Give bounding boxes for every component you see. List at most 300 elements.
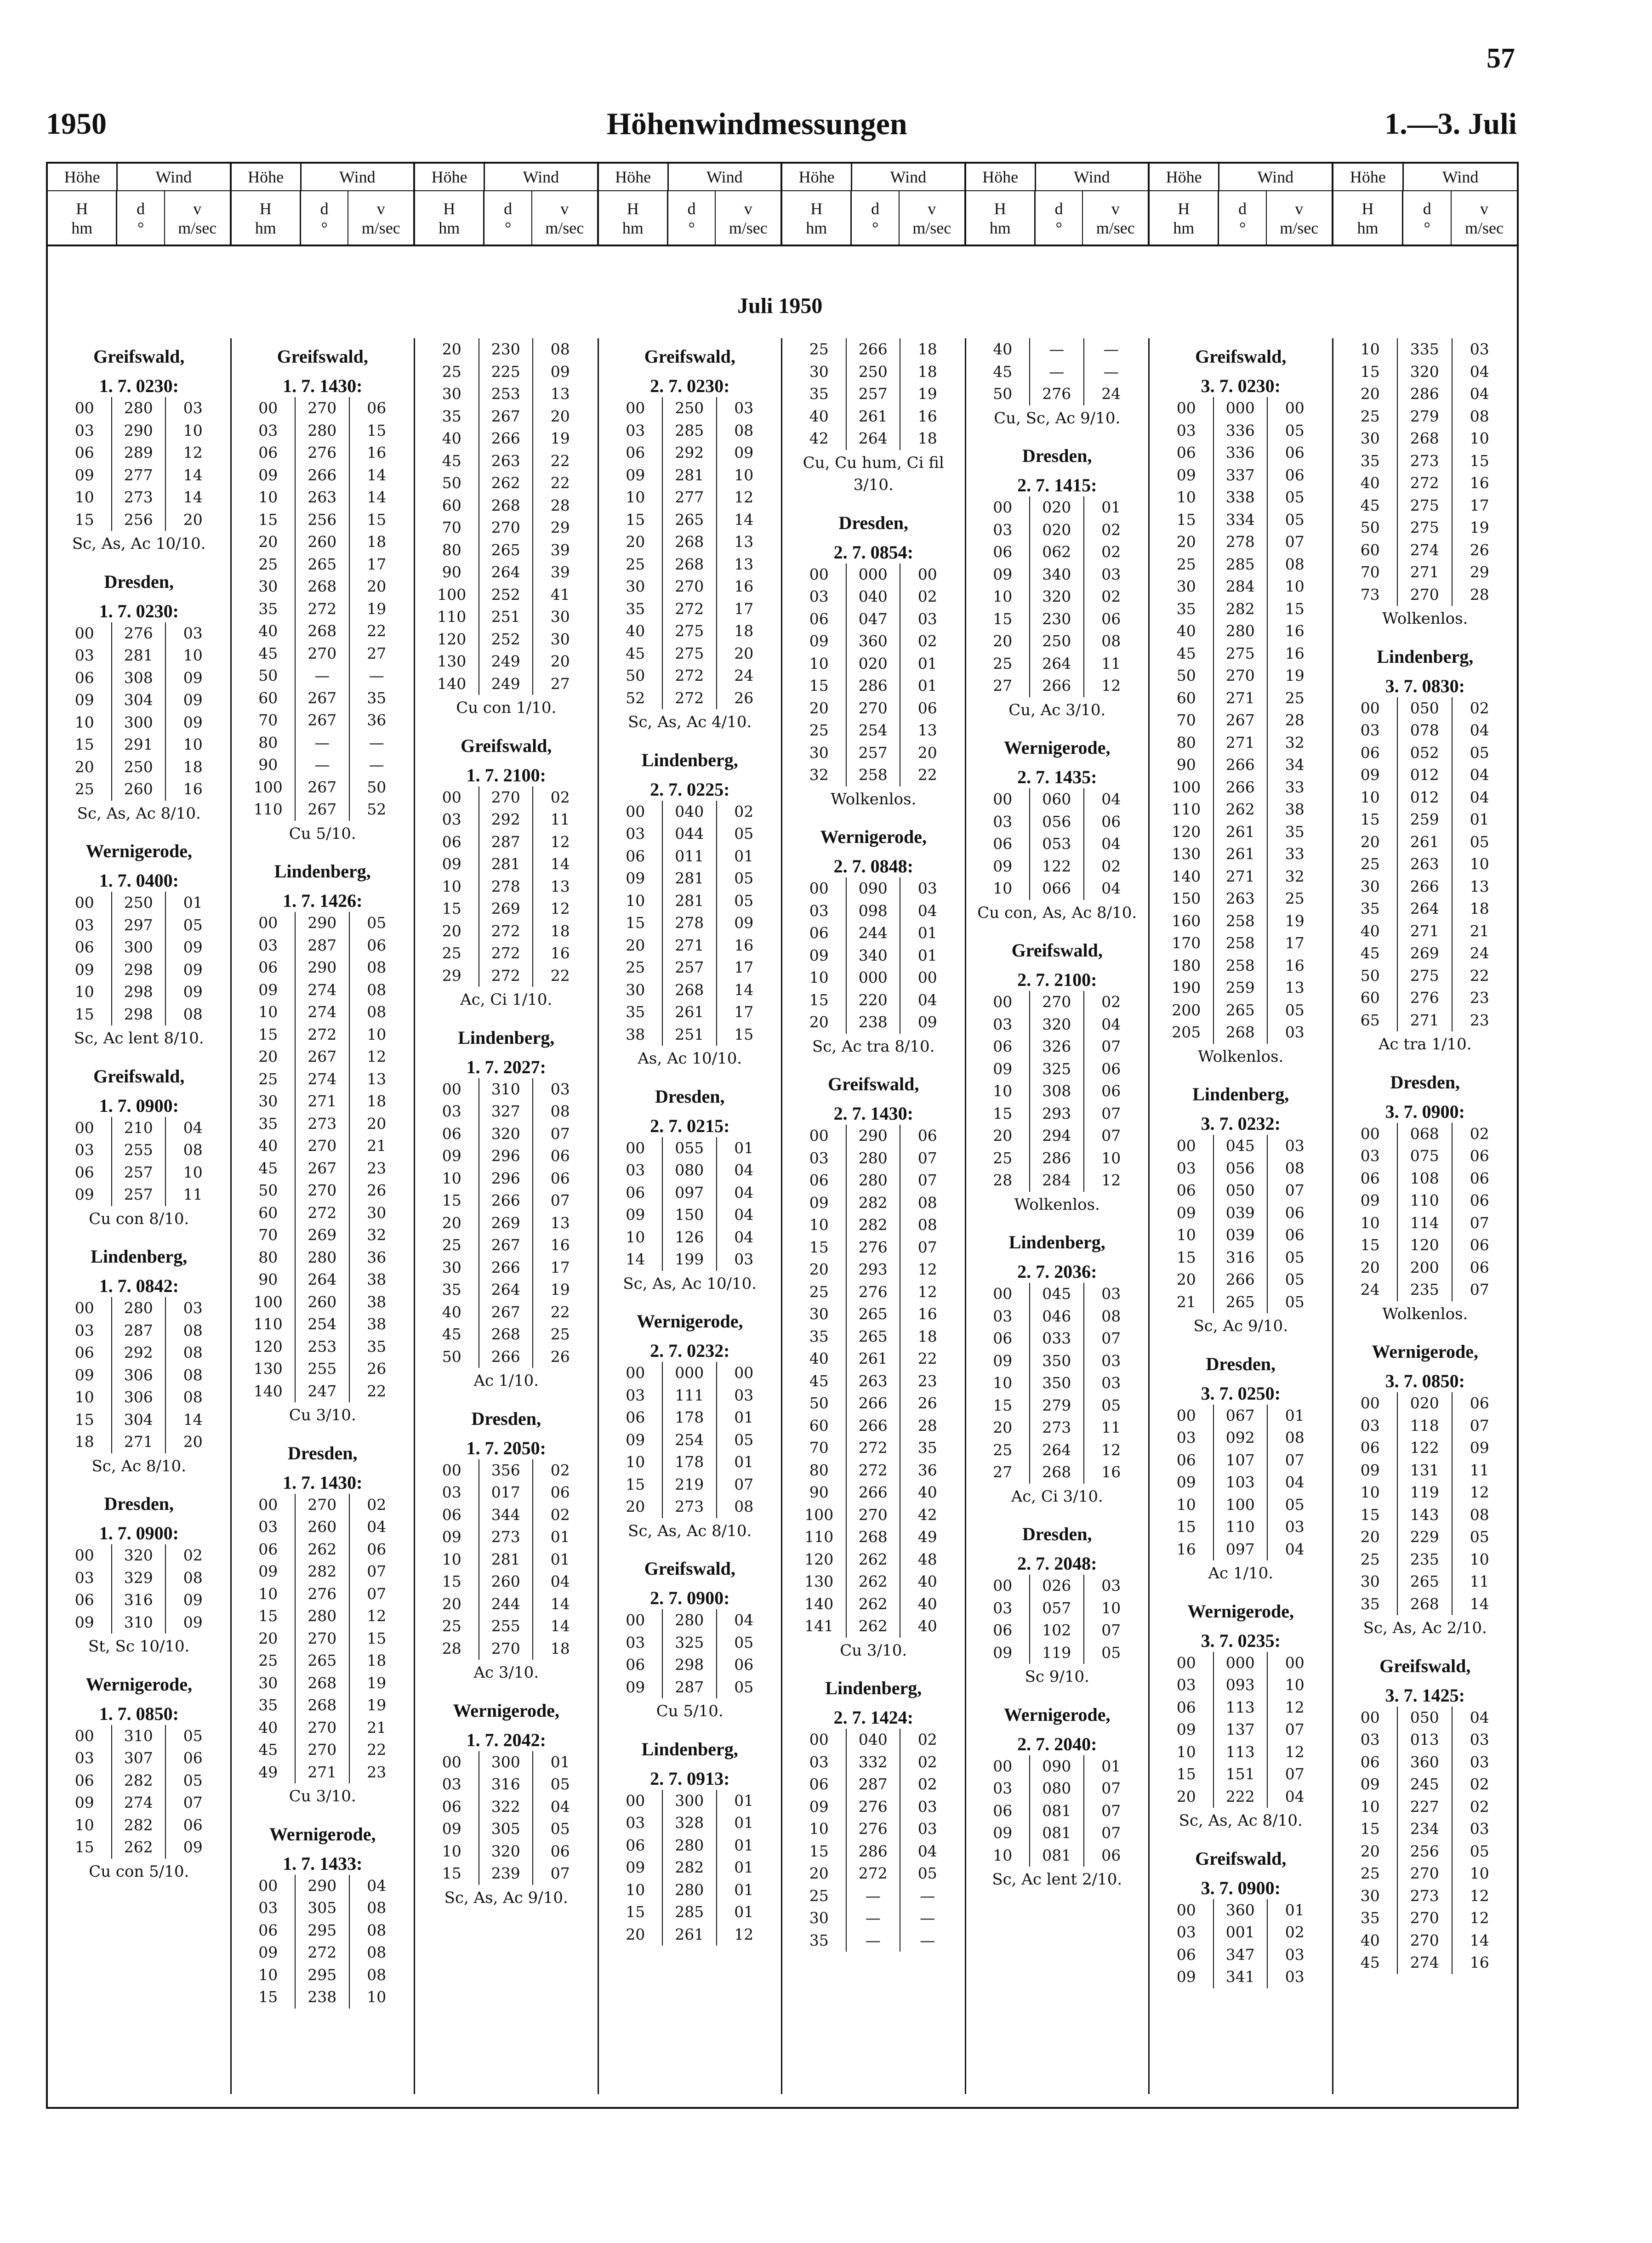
speed-cell: 03 [917,1797,937,1816]
station-time: 1. 7. 2027: [466,1056,546,1077]
table-row [609,1676,771,1699]
height-cell: 10 [792,967,847,989]
direction-cell: 287 [112,1320,166,1342]
height-cell: 29 [425,965,479,987]
height-cell: 20 [792,1258,847,1281]
speed-cell: 00 [917,565,937,583]
station-time: 3. 7. 0900: [1385,1101,1465,1122]
direction-cell: 287 [847,1773,901,1796]
table-row [425,1615,587,1638]
direction-cell: 045 [1030,1283,1084,1305]
ms-unit: m/sec [545,219,584,237]
direction-cell: 020 [1030,496,1084,519]
table-row [792,1548,955,1571]
speed-cell: 05 [1285,1270,1305,1288]
table-row [792,338,955,361]
direction-cell: 282 [847,1192,901,1214]
height-cell: 35 [242,1694,296,1717]
table-row [1160,1719,1322,1741]
cloud-note: Cu con 1/10. [456,699,557,717]
height-cell: 03 [609,1632,663,1654]
speed-cell: 01 [1101,498,1121,516]
direction-cell: 039 [1214,1224,1268,1247]
direction-cell: 285 [663,1901,717,1924]
direction-cell: 280 [112,397,166,420]
height-cell: 09 [609,1676,663,1699]
speed-cell: 09 [734,914,754,932]
height-cell: 00 [242,1494,296,1516]
speed-cell: 12 [734,488,754,506]
height-cell: 10 [1160,1224,1214,1247]
table-row [1344,1548,1507,1571]
direction-cell: 266 [479,427,534,450]
table-row [425,1145,587,1167]
speed-cell: 18 [1470,899,1489,917]
speed-cell: 06 [367,399,387,417]
height-cell: 80 [792,1459,847,1482]
height-cell: 205 [1160,1021,1214,1044]
direction-cell: 266 [847,1415,901,1437]
speed-cell: 08 [367,1921,387,1939]
direction-cell: 296 [479,1167,534,1190]
table-row [609,1406,771,1429]
speed-cell: 04 [1470,788,1489,806]
height-cell: 30 [1344,1885,1398,1907]
direction-cell: 327 [479,1100,534,1123]
station-time: 2. 7. 0230: [650,376,730,396]
station-block [242,346,404,845]
direction-cell: 122 [1030,855,1084,878]
speed-cell: 15 [1285,599,1305,618]
height-cell: 30 [792,1907,847,1930]
table-row [1160,1135,1322,1157]
station-time: 1. 7. 1433: [283,1853,363,1874]
speed-cell: 12 [1470,1886,1489,1905]
table-row [792,1392,955,1415]
direction-cell: 250 [663,397,717,420]
speed-cell: 23 [1470,989,1489,1007]
direction-cell: 257 [112,1184,166,1206]
table-row [792,675,955,697]
height-cell: 100 [1160,776,1214,799]
speed-cell: 03 [917,879,937,897]
direction-cell: 267 [296,1046,350,1068]
speed-cell: 08 [183,1005,203,1023]
height-cell: 20 [609,1496,663,1518]
station-time: 2. 7. 0232: [650,1340,730,1361]
height-cell: 25 [609,956,663,979]
direction-cell: 273 [1398,450,1453,473]
height-cell: 45 [242,1739,296,1761]
direction-cell: 276 [847,1281,901,1304]
h-label: H [1178,199,1190,218]
table-row [242,1269,404,1291]
direction-cell: 260 [296,1516,350,1538]
speed-cell: 06 [183,1749,203,1767]
height-cell: 10 [1160,1741,1214,1764]
height-cell: 03 [792,900,847,922]
table-row [1344,853,1507,876]
height-cell: 03 [425,1773,479,1796]
speed-cell: — [1103,362,1119,381]
speed-cell: 26 [1470,541,1489,559]
direction-cell: 290 [847,1125,901,1147]
wind-header: Wind [155,168,192,186]
speed-cell: 16 [917,1305,937,1323]
height-cell: 00 [609,1362,663,1384]
table-row [1344,764,1507,786]
height-cell: 50 [1160,665,1214,687]
speed-cell: 05 [550,1775,570,1793]
table-row [1160,798,1322,821]
cloud-note: Cu con, As, Ac 8/10. [977,903,1137,922]
direction-cell: 080 [663,1159,717,1182]
direction-cell: 270 [296,1494,350,1516]
table-row [1344,1190,1507,1212]
direction-cell: 284 [1214,575,1268,598]
direction-cell: 255 [112,1139,166,1161]
speed-cell: 16 [1285,622,1305,640]
direction-cell: 298 [112,1003,166,1026]
table-row [242,509,404,531]
speed-cell: 12 [1470,1909,1489,1927]
speed-cell: 10 [1285,577,1305,595]
speed-cell: 17 [1470,496,1489,514]
speed-cell: 03 [1285,1968,1305,1986]
table-row [792,1885,955,1907]
station-name: Wernigerode, [820,826,927,847]
speed-cell: 20 [183,510,203,529]
height-cell: 06 [1160,1944,1214,1966]
table-row [242,956,404,979]
speed-cell: 01 [734,1903,754,1921]
table-row [242,1964,404,1987]
height-cell: 30 [1344,876,1398,898]
direction-cell: 276 [1030,383,1084,405]
height-cell: 120 [425,628,479,651]
height-cell: 35 [1344,898,1398,920]
height-cell: 70 [242,1224,296,1247]
header-group [599,164,783,246]
height-cell: 10 [425,1167,479,1190]
wind-header: Wind [523,168,559,186]
speed-cell: 02 [1470,1775,1489,1793]
h-label: H [443,199,456,218]
station-name: Greifswald, [1195,1848,1287,1869]
speed-cell: 17 [1285,934,1305,952]
direction-cell: 262 [847,1615,901,1638]
height-cell: 06 [976,1619,1031,1642]
table-row [58,397,220,420]
direction-cell: 271 [296,1761,350,1784]
table-row [976,564,1139,586]
direction-cell: 340 [1030,564,1084,586]
station-block [609,346,771,734]
direction-cell: 045 [1214,1135,1268,1157]
direction-cell: 300 [112,712,166,734]
direction-cell: 254 [663,1429,717,1452]
table-row [58,756,220,779]
speed-cell: 20 [917,743,937,762]
height-cell: 20 [1344,1526,1398,1548]
speed-cell: 03 [734,1250,754,1268]
direction-cell: 270 [1398,1862,1453,1885]
direction-cell: 306 [112,1364,166,1387]
height-cell: 00 [792,1729,847,1751]
height-cell: 80 [242,732,296,754]
speed-cell: 15 [367,421,387,439]
height-cell: 03 [58,420,112,442]
speed-cell: 02 [917,587,937,605]
table-row [1344,517,1507,539]
direction-cell: — [296,665,350,687]
direction-cell: 103 [1214,1471,1268,1494]
height-cell: 00 [609,397,663,420]
table-row [242,531,404,553]
table-row [609,1159,771,1182]
table-row [609,1474,771,1496]
direction-cell: 276 [1398,987,1453,1009]
direction-cell: 320 [479,1840,534,1863]
header-group [415,164,599,246]
table-row [1344,1504,1507,1526]
height-cell: 15 [976,608,1031,631]
direction-cell: 230 [479,338,534,361]
station-block [242,1442,404,1808]
speed-cell: 05 [183,916,203,934]
height-cell: 06 [1344,742,1398,764]
table-row [976,1058,1139,1081]
station-time: 3. 7. 0232: [1201,1113,1281,1134]
table-row [609,1001,771,1024]
direction-cell: 047 [847,608,901,631]
table-row [1160,1899,1322,1922]
table-row [58,667,220,689]
station-name: Wernigerode, [85,1674,192,1695]
direction-cell: 325 [1030,1058,1084,1081]
direction-cell: 356 [479,1459,534,1482]
height-cell: 06 [1160,1696,1214,1719]
direction-cell: 275 [1398,495,1453,517]
table-row [1344,584,1507,606]
height-cell: 20 [609,934,663,957]
speed-cell: 14 [550,1594,570,1613]
table-row [1160,776,1322,799]
height-cell: 06 [609,845,663,868]
speed-cell: 11 [1101,654,1121,672]
speed-cell: 05 [367,914,387,932]
speed-cell: 03 [734,399,754,417]
height-cell: 30 [609,979,663,1002]
station-name: Wernigerode, [1004,737,1111,758]
direction-cell: 256 [112,509,166,531]
speed-cell: 12 [1101,1440,1121,1459]
table-row [1160,420,1322,442]
direction-cell: — [847,1885,901,1907]
table-row [976,496,1139,519]
direction-cell: 296 [479,1145,534,1167]
direction-cell: 267 [479,1301,534,1324]
speed-cell: 08 [917,1193,937,1212]
height-cell: 00 [58,622,112,645]
deg-unit: ° [504,219,512,237]
table-row [976,811,1139,833]
table-row [425,628,587,651]
direction-cell: 268 [663,979,717,1002]
table-row [1344,1526,1507,1548]
height-cell: 35 [609,598,663,621]
height-cell: 09 [1160,1202,1214,1224]
speed-cell: 10 [1470,855,1489,873]
hoehe-header: Höhe [415,164,485,190]
direction-cell: 272 [479,965,534,987]
height-cell: 60 [242,687,296,710]
cloud-note: Wolkenlos. [831,790,917,808]
table-row [609,442,771,464]
direction-cell: 277 [663,486,717,509]
cloud-note: Sc, Ac 9/10. [1193,1317,1288,1335]
direction-cell: 102 [1030,1619,1084,1642]
height-cell: 20 [1344,1257,1398,1279]
table-row [609,620,771,643]
direction-cell: 282 [112,1814,166,1837]
height-cell: 170 [1160,932,1214,955]
table-row [58,1770,220,1792]
station-name: Lindenberg, [458,1027,555,1048]
table-row [1160,732,1322,754]
speed-cell: 09 [183,938,203,956]
height-cell: 15 [425,1862,479,1885]
cloud-note: Cu, Sc, Ac 9/10. [994,409,1121,427]
speed-cell: 12 [1470,1483,1489,1501]
height-cell: 03 [976,1013,1031,1036]
height-cell: 25 [976,1439,1031,1462]
height-cell: 15 [58,509,112,531]
cloud-note: Wolkenlos. [1382,1304,1468,1323]
table-row [792,1504,955,1526]
station-name: Wernigerode, [1004,1704,1111,1725]
speed-cell: 17 [734,958,754,976]
speed-cell: 04 [1101,1015,1121,1033]
direction-cell: 320 [1030,1013,1084,1036]
station-block [58,840,220,1050]
direction-cell: 255 [296,1358,350,1380]
direction-cell: 262 [296,1538,350,1561]
direction-cell: 269 [296,1224,350,1247]
v-label: v [193,199,202,218]
speed-cell: 03 [1470,1753,1489,1771]
speed-cell: 22 [367,1382,387,1400]
direction-cell: 270 [479,786,534,809]
height-cell: 03 [976,519,1031,541]
table-row [1160,1157,1322,1180]
speed-cell: 16 [917,407,937,425]
direction-cell: 251 [479,606,534,628]
height-cell: 06 [58,667,112,689]
direction-cell: 320 [112,1544,166,1567]
table-row [1160,1763,1322,1786]
table-row [976,1372,1139,1395]
direction-cell: 050 [1398,1707,1453,1729]
height-cell: 00 [609,1137,663,1160]
direction-cell: 265 [663,509,717,531]
direction-cell: 220 [847,989,901,1012]
hm-unit: hm [439,219,460,237]
speed-cell: 08 [367,1943,387,1961]
speed-cell: 05 [1285,1495,1305,1514]
hoehe-header: Höhe [1333,164,1404,190]
speed-cell: 35 [1285,822,1305,841]
direction-cell: 268 [1398,1593,1453,1616]
direction-cell: 252 [479,584,534,606]
direction-cell: 328 [663,1812,717,1834]
speed-cell: 03 [183,1299,203,1317]
height-cell: 25 [1160,553,1214,576]
deg-unit: ° [1424,219,1430,237]
table-row [792,1011,955,1034]
table-row [242,1516,404,1538]
table-row [609,1901,771,1924]
height-cell: 03 [58,1139,112,1161]
speed-cell: 01 [1285,1406,1305,1424]
speed-cell: 15 [367,1629,387,1647]
table-row [792,922,955,945]
direction-cell: 282 [296,1560,350,1583]
speed-cell: — [369,756,384,774]
speed-cell: 28 [1285,711,1305,729]
height-cell: 110 [792,1526,847,1548]
height-cell: 09 [1344,1459,1398,1482]
table-row [1160,1786,1322,1808]
wind-header: Wind [1074,168,1110,186]
direction-cell: 287 [296,934,350,957]
table-row [792,1593,955,1616]
direction-cell: 325 [663,1632,717,1654]
speed-cell: — [920,1909,935,1927]
table-row [792,1526,955,1548]
speed-cell: 12 [917,1282,937,1301]
page-title: Höhenwindmessungen [607,106,907,141]
table-row [425,673,587,695]
table-row [425,786,587,809]
table-row [1344,1392,1507,1415]
station-time: 1. 7. 2042: [466,1729,546,1750]
height-cell: 06 [976,833,1031,855]
height-cell: 09 [976,564,1031,586]
speed-cell: 18 [734,622,754,640]
table-row [609,801,771,823]
station-block [792,826,955,1058]
table-row [1344,942,1507,965]
table-row [609,1609,771,1632]
table-row [242,442,404,464]
height-cell: 15 [242,1986,296,2009]
station-time: 2. 7. 1430: [833,1103,913,1124]
height-cell: 25 [1344,1548,1398,1571]
table-row [792,383,955,405]
station-time: 3. 7. 0900: [1201,1877,1281,1898]
station-name: Lindenberg, [1192,1084,1289,1104]
speed-cell: 13 [550,877,570,895]
table-row [1160,553,1322,576]
station-name: Greifswald, [1195,346,1287,367]
speed-cell: 07 [1101,1329,1121,1347]
speed-cell: 22 [1470,966,1489,985]
speed-cell: 22 [550,474,570,492]
table-row [242,754,404,776]
height-cell: 45 [425,1323,479,1346]
direction-cell: 266 [1398,876,1453,898]
